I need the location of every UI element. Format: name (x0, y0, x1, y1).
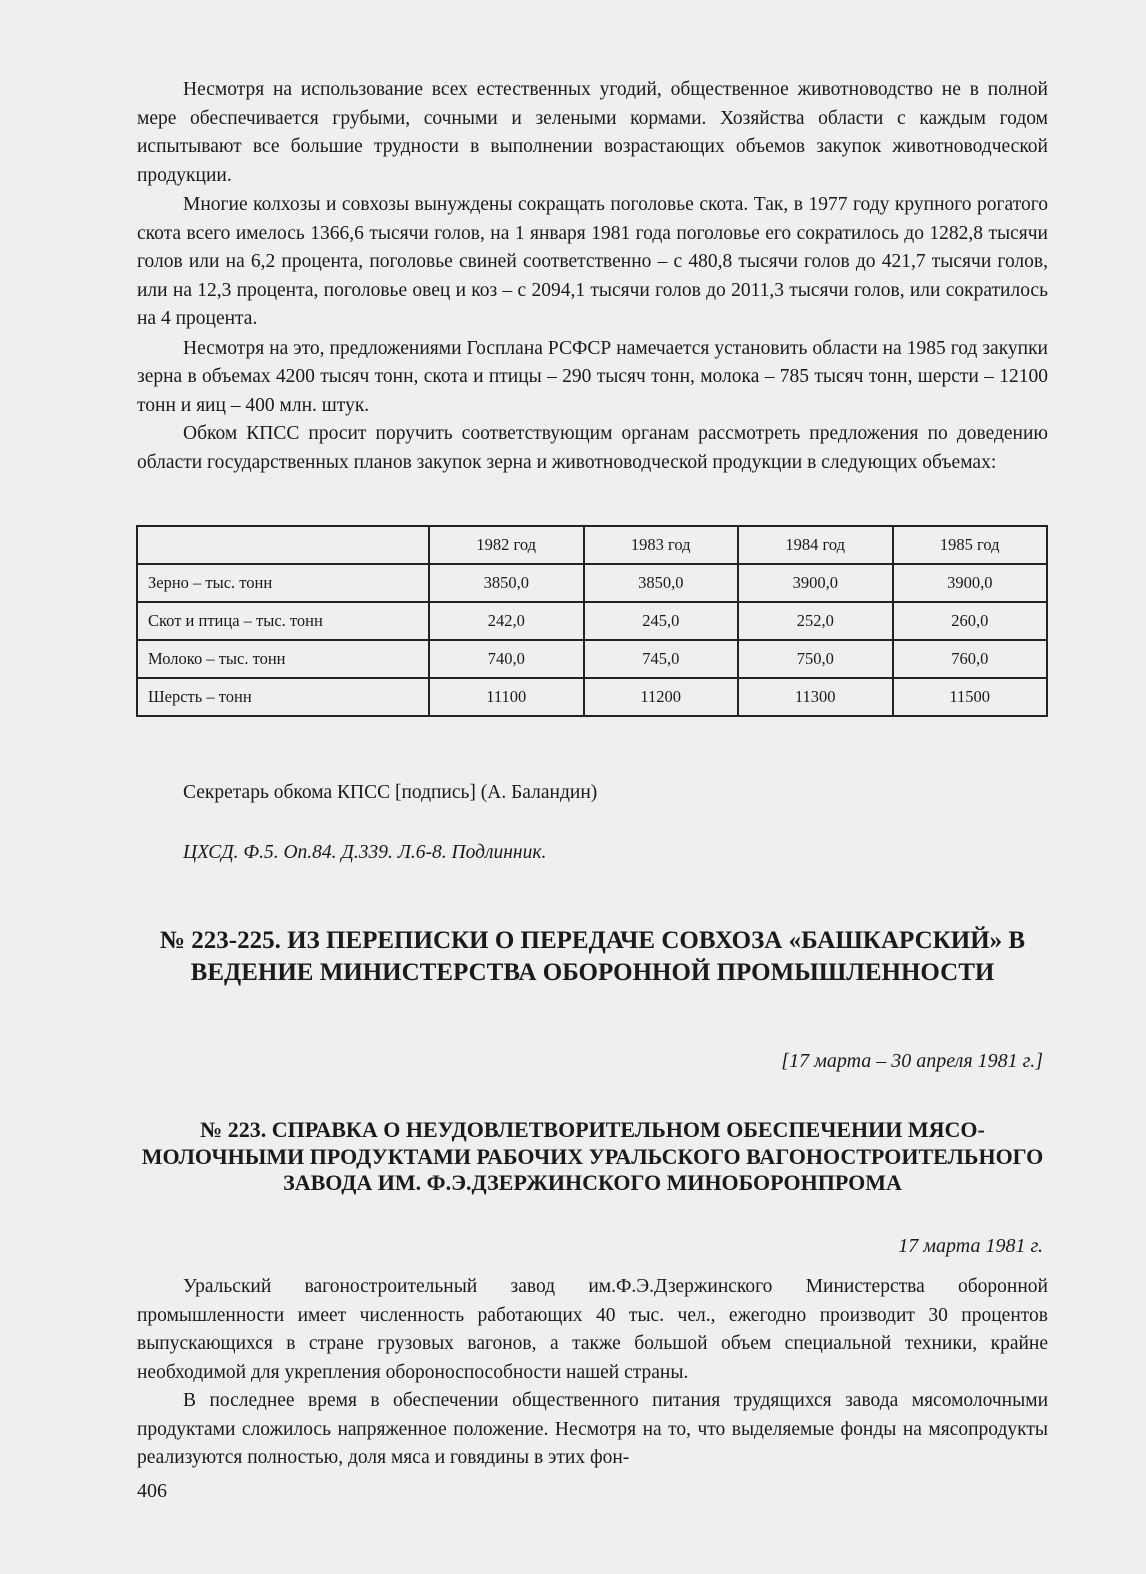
table-cell: 11200 (584, 678, 739, 716)
section-heading: № 223-225. ИЗ ПЕРЕПИСКИ О ПЕРЕДАЧЕ СОВХОЗА «БАШКАРСКИЙ» В ВЕДЕНИЕ МИНИСТЕРСТВА ОБОРОННОЙ ПРОМЫШЛЕННОСТИ (159, 927, 1026, 986)
table-header-cell: 1982 год (429, 526, 584, 564)
signature-line: Секретарь обкома КПСС [подпись] (А. Баландин) (183, 782, 598, 803)
document-heading: № 223. СПРАВКА О НЕУДОВЛЕТВОРИТЕЛЬНОМ ОБЕСПЕЧЕНИИ МЯСО-МОЛОЧНЫМИ ПРОДУКТАМИ РАБОЧИХ УРАЛЬСКОГО ВАГОНОСТРОИТЕЛЬНОГО ЗАВОДА ИМ. Ф.Э.ДЗЕРЖИНСКОГО МИНОБОРОНПРОМА (141, 1117, 1044, 1195)
table-cell: 242,0 (429, 602, 584, 640)
row-label: Молоко – тыс. тонн (137, 640, 429, 678)
archive-source: ЦХСД. Ф.5. Оп.84. Д.339. Л.6-8. Подлинник. (183, 842, 547, 863)
table-header-row (137, 526, 1047, 564)
table-header-cell: 1984 год (738, 526, 893, 564)
page-number: 406 (137, 1480, 167, 1502)
table-cell: 11500 (893, 678, 1048, 716)
table-cell: 740,0 (429, 640, 584, 678)
paragraph: Многие колхозы и совхозы вынуждены сокращать поголовье скота. Так, в 1977 году крупного рогатого скота всего имелось 1366,6 тысячи голов, на 1 января 1981 года поголовье его сократилось до 1282,8 тысячи голов или на 6,2 процента, поголовье свиней соответственно – с 480,8 тысячи голов до 421,7 тысячи голов, или на 12,3 процента, поголовье овец и коз – с 2094,1 тысячи голов до 2011,3 тысячи голов, или сократилось на 4 процента. (137, 194, 1048, 329)
document-date: 17 марта 1981 г. (898, 1235, 1043, 1257)
table-row (137, 602, 1047, 640)
table-cell: 3850,0 (584, 564, 739, 602)
row-label: Скот и птица – тыс. тонн (137, 602, 429, 640)
paragraph: Обком КПСС просит поручить соответствующим органам рассмотреть предложения по доведению области государственных планов закупок зерна и животноводческой продукции в следующих объемах: (137, 423, 1048, 473)
table-header-cell: 1983 год (584, 526, 739, 564)
row-label: Шерсть – тонн (137, 678, 429, 716)
table-cell: 3900,0 (893, 564, 1048, 602)
table-cell: 3850,0 (429, 564, 584, 602)
table-cell: 750,0 (738, 640, 893, 678)
table-cell: 11100 (429, 678, 584, 716)
table-cell: 260,0 (893, 602, 1048, 640)
paragraph: В последнее время в обеспечении общественного питания трудящихся завода мясомолочными продуктами сложилось напряженное положение. Несмотря на то, что выделяемые фонды на мясопродукты реализуются полностью, доля мяса и говядины в этих фон- (137, 1390, 1048, 1468)
table-cell: 745,0 (584, 640, 739, 678)
procurement-table (136, 525, 1048, 717)
table-row (137, 640, 1047, 678)
table-header-cell: 1985 год (893, 526, 1048, 564)
table-cell: 3900,0 (738, 564, 893, 602)
table-cell: 252,0 (738, 602, 893, 640)
document-text (137, 1273, 1048, 1473)
table-row (137, 564, 1047, 602)
table-cell: 760,0 (893, 640, 1048, 678)
section-date-range: [17 марта – 30 апреля 1981 г.] (781, 1050, 1043, 1072)
paragraph: Несмотря на это, предложениями Госплана РСФСР намечается установить области на 1985 год закупки зерна в объемах 4200 тысяч тонн, скота и птицы – 290 тысяч тонн, молока – 785 тысяч тонн, шерсти – 12100 тонн и яиц – 400 млн. штук. (137, 337, 1048, 416)
paragraph: Несмотря на использование всех естественных угодий, общественное животноводство не в полной мере обеспечивается грубыми, сочными и зелеными кормами. Хозяйства области с каждым годом испытывают все большие трудности в выполнении возрастающих объемов закупок животноводческой продукции. (137, 79, 1048, 186)
table-header-cell (137, 526, 429, 564)
paragraph: Уральский вагоностроительный завод им.Ф.Э.Дзержинского Министерства оборонной промышленности имеет численность работающих 40 тыс. чел., ежегодно производит 30 процентов выпускающихся в стране грузовых вагонов, а также большой объем специальной техники, крайне необходимой для укрепления обороноспособности нашей страны. (137, 1276, 1048, 1383)
table-cell: 245,0 (584, 602, 739, 640)
row-label: Зерно – тыс. тонн (137, 564, 429, 602)
intro-text (137, 76, 1048, 477)
table-row (137, 678, 1047, 716)
table-cell: 11300 (738, 678, 893, 716)
